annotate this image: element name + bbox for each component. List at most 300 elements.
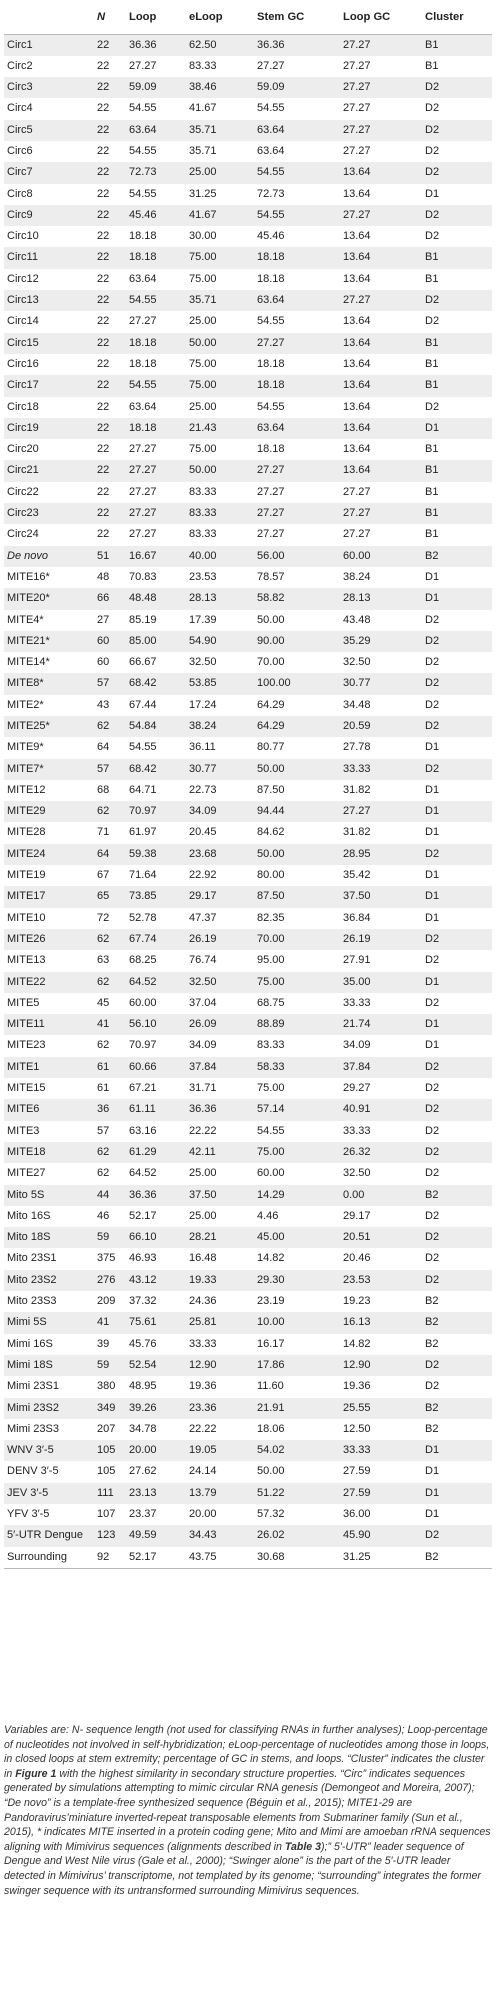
- table-cell: D2: [425, 1231, 440, 1244]
- table-cell: 18.06: [257, 1422, 285, 1435]
- table-cell: 13.64: [343, 251, 371, 264]
- table-cell: B1: [425, 336, 439, 349]
- table-cell: 34.09: [343, 1039, 371, 1052]
- table-row: [4, 460, 492, 481]
- row-label: Mito 23S1: [7, 1252, 57, 1265]
- table-cell: 22: [97, 421, 110, 434]
- table-cell: 62: [97, 1039, 110, 1052]
- table-cell: D2: [425, 1103, 440, 1116]
- table-row: [4, 759, 492, 780]
- table-cell: 50.00: [257, 762, 285, 775]
- table-cell: 59: [97, 1231, 110, 1244]
- table-cell: 27.59: [343, 1465, 371, 1478]
- table-cell: 52.78: [129, 911, 157, 924]
- table-cell: 27.27: [257, 485, 285, 498]
- row-label: Surrounding: [4, 1547, 94, 1569]
- table-row: [4, 929, 492, 950]
- table-row: [4, 247, 492, 268]
- table-row: [4, 1014, 492, 1035]
- table-cell: 36.84: [343, 911, 371, 924]
- table-row: [4, 1057, 492, 1078]
- table-cell: B1: [425, 357, 439, 370]
- table-cell: B1: [425, 464, 439, 477]
- table-cell: 11.60: [257, 1380, 284, 1393]
- table-cell: D2: [425, 1380, 440, 1393]
- table-cell: 92: [94, 1547, 126, 1569]
- table-cell: 23.13: [129, 1486, 157, 1499]
- row-label: MITE23: [7, 1039, 46, 1052]
- row-label: MITE10: [7, 911, 46, 924]
- table-cell: 27.59: [343, 1486, 371, 1499]
- row-label: Mimi 5S: [7, 1316, 47, 1329]
- row-label: MITE11: [7, 1018, 45, 1031]
- row-label: Circ22: [7, 485, 39, 498]
- table-cell: 54.55: [257, 400, 285, 413]
- table-cell: 22: [97, 230, 110, 243]
- table-cell: 36.00: [343, 1507, 371, 1520]
- row-label: Circ24: [7, 528, 39, 541]
- row-label: MITE14*: [7, 656, 50, 669]
- table-cell: 27.27: [129, 443, 157, 456]
- table-cell: 25.55: [343, 1401, 371, 1414]
- table-cell: D2: [425, 847, 440, 860]
- table-cell: 54.55: [129, 294, 157, 307]
- table-cell: 35.71: [189, 144, 217, 157]
- column-header: Loop: [126, 0, 186, 34]
- table-row: [4, 311, 492, 332]
- table-cell: 54.55: [129, 741, 157, 754]
- table-row: [4, 333, 492, 354]
- table-cell: 33.33: [189, 1337, 217, 1350]
- table-cell: 27.27: [129, 507, 157, 520]
- table-cell: D2: [425, 230, 440, 243]
- table-cell: 20.45: [189, 826, 217, 839]
- table-cell: 16.17: [257, 1337, 285, 1350]
- row-label: MITE3: [7, 1124, 40, 1137]
- table-cell: 75.61: [129, 1316, 157, 1329]
- table-cell: D2: [425, 81, 440, 94]
- table-cell: 22.22: [189, 1422, 217, 1435]
- table-cell: 63.64: [257, 144, 285, 157]
- table-header: [4, 0, 492, 34]
- table-cell: 72.73: [129, 166, 157, 179]
- table-cell: 22: [97, 208, 110, 221]
- table-cell: 62: [97, 932, 110, 945]
- footnote-segment: );” 5′-UTR” leader sequence of Dengue and West Nile virus (Gale et al., 2000); “Swinger alone” is the part of the 5′-UTR leader detected in Mimivirus’ transcriptome, not templated by its genome; “surrounding” integrates the former swinger sequence with its untransformed surrounding Mimivirus sequences.: [4, 1840, 481, 1897]
- table-cell: 54.55: [257, 102, 285, 115]
- table-row: [4, 141, 492, 162]
- table-cell: 57: [97, 762, 110, 775]
- table-cell: B1: [425, 38, 439, 51]
- table-cell: 71: [97, 826, 110, 839]
- table-cell: 38.24: [189, 720, 217, 732]
- table-cell: D1: [425, 1465, 440, 1478]
- table-cell: 22: [97, 528, 110, 541]
- table-row: [4, 673, 492, 694]
- table-cell: 27.78: [343, 741, 371, 754]
- table-cell: 0.00: [343, 1188, 365, 1201]
- table-row: [4, 397, 492, 418]
- table-cell: 17.39: [189, 613, 217, 626]
- column-header: eLoop: [186, 0, 254, 34]
- row-label: Mimi 23S3: [7, 1422, 59, 1435]
- table-cell: D1: [425, 1039, 440, 1052]
- table-cell: 26.09: [189, 1018, 217, 1031]
- table-cell: 64.29: [257, 698, 285, 711]
- table-cell: 16.13: [343, 1316, 371, 1329]
- table-row: [4, 98, 492, 119]
- table-cell: 13.64: [343, 421, 371, 434]
- table-cell: 36.36: [257, 38, 285, 51]
- table-cell: 64.29: [257, 720, 285, 732]
- table-cell: 60.00: [343, 549, 371, 562]
- row-label: De novo: [7, 549, 48, 562]
- table-cell: 57.14: [257, 1103, 285, 1116]
- table-cell: 85.19: [129, 613, 157, 626]
- table-cell: 19.23: [343, 1295, 371, 1308]
- table-cell: D2: [425, 400, 440, 413]
- table-cell: 70.00: [257, 656, 285, 669]
- table-cell: 87.50: [257, 890, 285, 903]
- table-cell: 72.73: [257, 187, 285, 200]
- table-cell: 32.50: [343, 656, 371, 669]
- table-cell: B1: [425, 379, 439, 392]
- table-cell: 18.18: [129, 251, 157, 264]
- table-cell: 32.50: [189, 975, 217, 988]
- table-cell: 83.33: [189, 485, 217, 498]
- table-cell: 13.64: [343, 272, 371, 285]
- table-cell: 61: [97, 1082, 110, 1095]
- table-cell: 64: [97, 741, 110, 754]
- table-cell: D2: [425, 656, 440, 669]
- table-row: [4, 1312, 492, 1333]
- table-cell: 66: [97, 592, 110, 605]
- table-cell: 22.22: [189, 1124, 217, 1137]
- table-cell: 34.78: [129, 1422, 157, 1435]
- table-row: [4, 1035, 492, 1056]
- row-label: Circ18: [7, 400, 39, 413]
- table-row: [4, 716, 492, 737]
- row-label: Circ3: [7, 81, 33, 94]
- table-cell: 27.27: [343, 81, 371, 94]
- table-cell: 85.00: [129, 634, 157, 647]
- table-cell: 27.27: [343, 294, 371, 307]
- table-row: [4, 1163, 492, 1184]
- table-cell: 62: [97, 1167, 110, 1180]
- table-cell: 18.18: [129, 230, 157, 243]
- table-cell: 22: [97, 315, 110, 328]
- table-cell: D1: [425, 826, 440, 839]
- table-cell: 54.55: [257, 1124, 285, 1137]
- table-cell: 27: [97, 613, 110, 626]
- row-label: Circ11: [7, 251, 38, 264]
- table-cell: 19.36: [189, 1380, 217, 1393]
- table-row: [4, 610, 492, 631]
- table-cell: 83.33: [189, 59, 217, 72]
- table-cell: 80.00: [257, 869, 285, 882]
- row-label: MITE18: [7, 1145, 46, 1158]
- table-cell: 45.90: [343, 1529, 371, 1542]
- data-table: [4, 0, 492, 1569]
- table-cell: B2: [425, 1401, 439, 1414]
- table-row: [4, 801, 492, 822]
- table-cell: 38.24: [343, 570, 371, 583]
- table-cell: D1: [425, 783, 440, 796]
- table-row: [4, 269, 492, 290]
- table-row: [4, 1440, 492, 1461]
- row-label: YFV 3′-5: [7, 1507, 50, 1520]
- table-cell: 62: [97, 975, 110, 988]
- table-cell: 22: [97, 507, 110, 520]
- header-row: [4, 0, 492, 34]
- table-cell: D2: [425, 613, 440, 626]
- table-row: [4, 226, 492, 247]
- table-cell: D2: [425, 123, 440, 136]
- table-cell: 44: [97, 1188, 110, 1201]
- table-cell: 40.00: [189, 549, 217, 562]
- table-cell: 59.09: [257, 81, 285, 94]
- table-cell: 60: [97, 634, 110, 647]
- table-cell: 23.19: [257, 1295, 285, 1308]
- table-row: [4, 822, 492, 843]
- table-cell: 70.97: [129, 1039, 157, 1052]
- row-label: Mito 16S: [7, 1209, 51, 1222]
- table-cell: 22: [97, 443, 110, 456]
- table-row: [4, 972, 492, 993]
- table-cell: 72: [97, 911, 110, 924]
- table-cell: 67.44: [129, 698, 157, 711]
- table-cell: 64: [97, 847, 110, 860]
- row-label: DENV 3′-5: [7, 1465, 59, 1478]
- table-cell: 60.66: [129, 1060, 157, 1073]
- table-cell: 41.67: [189, 208, 217, 221]
- table-cell: 70.00: [257, 932, 285, 945]
- table-cell: 54.55: [257, 166, 285, 179]
- table-cell: 37.84: [189, 1060, 217, 1073]
- table-cell: 37.84: [343, 1060, 371, 1073]
- table-cell: 22: [97, 81, 110, 94]
- table-cell: 54.55: [257, 208, 285, 221]
- table-cell: 33.33: [343, 1124, 371, 1137]
- table-cell: D1: [425, 741, 440, 754]
- table-cell: 21.43: [189, 421, 217, 434]
- row-label: Circ23: [7, 507, 39, 520]
- table-row: [4, 375, 492, 396]
- table-cell: 54.55: [129, 379, 157, 392]
- table-cell: 207: [97, 1422, 116, 1435]
- table-cell: B1: [425, 443, 439, 456]
- table-cell: 22.73: [189, 783, 217, 796]
- table-row: [4, 1121, 492, 1142]
- row-label: Circ13: [7, 294, 39, 307]
- table-cell: 32.50: [189, 656, 217, 669]
- table-row: [4, 1355, 492, 1376]
- table-cell: D1: [425, 570, 440, 583]
- table-cell: 27.27: [343, 485, 371, 498]
- table-cell: 94.44: [257, 805, 285, 818]
- table-row: [4, 120, 492, 141]
- table-cell: 39: [97, 1337, 110, 1350]
- table-cell: 28.13: [343, 592, 371, 605]
- row-label: Circ15: [7, 336, 39, 349]
- table-cell: 29.17: [189, 890, 217, 903]
- table-cell: 50.00: [257, 847, 285, 860]
- table-cell: 27.27: [343, 528, 371, 541]
- row-label: Circ10: [7, 230, 39, 243]
- table-cell: 27.27: [129, 464, 157, 477]
- footnote-segment: with the highest similarity in secondary structure properties. “Circ” indicates sequences generated by simulations attempting to mimic circular RNA genesis (Demongeot and Moreira, 2007); “De novo” is a template-free synthesized sequence (Béguin et al., 2015); MITE1-29 are Pandoravirus’miniature inverted-repeat transposable elements from Submariner family (Sun et al., 2015), * indicates MITE inserted in a protein coding gene; Mito and Mimi are amoeban rRNA sequences aligning with Mimivirus sequences (alignments described in: [4, 1767, 491, 1853]
- table-cell: 23.68: [189, 847, 217, 860]
- row-label: MITE4*: [7, 613, 44, 626]
- table-cell: 78.57: [257, 570, 285, 583]
- table-cell: 63.64: [129, 272, 157, 285]
- row-label: MITE24: [7, 847, 46, 860]
- table-cell: 27.27: [129, 528, 157, 541]
- table-cell: D1: [425, 1486, 440, 1499]
- table-cell: B2: [425, 1337, 439, 1350]
- table-cell: 46.93: [129, 1252, 157, 1265]
- table-cell: 71.64: [129, 869, 157, 882]
- table-cell: 28.95: [343, 847, 371, 860]
- row-label: Mito 23S2: [7, 1273, 57, 1286]
- table-cell: 17.24: [189, 698, 217, 711]
- table-cell: B2: [425, 1295, 439, 1308]
- table-cell: 75.00: [257, 1145, 285, 1158]
- table-cell: 45: [97, 996, 110, 1009]
- table-cell: 22: [97, 464, 110, 477]
- table-cell: 22: [97, 123, 110, 136]
- table-cell: 13.64: [343, 166, 371, 179]
- row-label: MITE26: [7, 932, 46, 945]
- column-header: Loop GC: [340, 0, 422, 34]
- table-cell: D1: [425, 1507, 440, 1520]
- table-cell: 22: [97, 294, 110, 307]
- table-footnote: [4, 1723, 492, 1898]
- table-cell: 75.00: [189, 379, 217, 392]
- table-cell: 22: [97, 187, 110, 200]
- footnote-segment: Variables are: N- sequence length (not used for classifying RNAs in further analyses); Loop-percentage of nucleotides not involved in self-hybridization; eLoop-percentage of nucleotides among those in loops, in closed loops at stem extremity; percentage of GC in stems, and loops. “Cluster” indicates the cluster in: [4, 1724, 490, 1780]
- table-cell: 76.74: [189, 954, 217, 967]
- row-label: Circ4: [7, 102, 33, 115]
- table-cell: 84.62: [257, 826, 285, 839]
- table-cell: D2: [425, 1060, 440, 1073]
- table-cell: 30.77: [189, 762, 217, 775]
- row-label: MITE19: [7, 869, 46, 882]
- table-cell: 22: [97, 166, 110, 179]
- table-row: [4, 1461, 492, 1482]
- table-cell: 16.48: [189, 1252, 217, 1265]
- row-label: MITE13: [7, 954, 46, 967]
- table-cell: B1: [425, 59, 439, 72]
- table-cell: 59: [97, 1358, 110, 1371]
- table-cell: 33.33: [343, 996, 371, 1009]
- table-cell: 18.18: [129, 421, 157, 434]
- table-cell: 62: [97, 720, 110, 732]
- table-cell: 52.54: [129, 1358, 157, 1371]
- table-cell: 65: [97, 890, 110, 903]
- table-cell: 26.02: [257, 1529, 285, 1542]
- table-cell: 27.27: [343, 102, 371, 115]
- table-cell: D2: [425, 954, 440, 967]
- table-cell: 36.11: [189, 741, 216, 754]
- table-cell: D2: [425, 1209, 440, 1222]
- row-label: Mito 5S: [7, 1188, 45, 1201]
- table-row: [4, 1291, 492, 1312]
- table-cell: 30.77: [343, 677, 371, 690]
- table-cell: 54.02: [257, 1444, 285, 1457]
- table-cell: D2: [425, 166, 440, 179]
- table-cell: 18.18: [257, 251, 285, 264]
- table-cell: 54.55: [129, 102, 157, 115]
- row-label: MITE1: [7, 1060, 40, 1073]
- row-label: Circ2: [7, 59, 33, 72]
- table-row: [4, 1419, 492, 1440]
- table-cell: D1: [425, 592, 440, 605]
- table-cell: 31.82: [343, 783, 371, 796]
- table-cell: 27.62: [129, 1465, 157, 1478]
- table-cell: 37.04: [189, 996, 217, 1009]
- table-cell: 75.00: [257, 975, 285, 988]
- table-cell: 30.68: [254, 1547, 340, 1569]
- table-cell: 31.25: [340, 1547, 422, 1569]
- table-row: [4, 1227, 492, 1248]
- table-cell: 27.27: [129, 485, 157, 498]
- table-cell: 43: [97, 698, 110, 711]
- row-label: MITE21*: [7, 634, 50, 647]
- table-cell: 35.00: [343, 975, 371, 988]
- table-cell: 35.71: [189, 294, 217, 307]
- row-label: MITE20*: [7, 592, 50, 605]
- table-row: [4, 354, 492, 375]
- table-cell: 45.46: [257, 230, 285, 243]
- table-cell: D2: [425, 932, 440, 945]
- table-row: [4, 1206, 492, 1227]
- table-cell: B1: [425, 251, 439, 264]
- table-cell: 34.48: [343, 698, 371, 711]
- table-cell: 59.09: [129, 81, 157, 94]
- table-cell: D2: [425, 996, 440, 1009]
- row-label: Mito 23S3: [7, 1295, 57, 1308]
- table-cell: 18.18: [257, 357, 285, 370]
- table-cell: 13.64: [343, 443, 371, 456]
- table-cell: 27.91: [343, 954, 371, 967]
- table-cell: 54.90: [189, 634, 217, 647]
- table-cell: 83.33: [257, 1039, 285, 1052]
- table-cell: D2: [425, 1273, 440, 1286]
- table-cell: D2: [425, 1358, 440, 1371]
- table-cell: 27.27: [343, 805, 371, 818]
- table-cell: D2: [425, 1529, 440, 1542]
- table-cell: 14.82: [343, 1337, 371, 1350]
- table-cell: 45.76: [129, 1337, 157, 1350]
- table-cell: 60.00: [129, 996, 157, 1009]
- table-cell: 26.19: [343, 932, 371, 945]
- table-cell: 19.05: [189, 1444, 217, 1457]
- table-cell: 22: [97, 38, 110, 51]
- row-label: MITE28: [7, 826, 46, 839]
- table-cell: 57.32: [257, 1507, 285, 1520]
- table-row: [4, 1504, 492, 1525]
- table-cell: 29.30: [257, 1273, 285, 1286]
- table-row: [4, 1270, 492, 1291]
- table-cell: 56.00: [257, 549, 285, 562]
- table-cell: 36.36: [189, 1103, 217, 1116]
- table-cell: 32.50: [343, 1167, 371, 1180]
- table-cell: 75.00: [189, 251, 217, 264]
- table-cell: 63.16: [129, 1124, 157, 1137]
- table-cell: 61: [97, 1060, 110, 1073]
- table-cell: 64.52: [129, 975, 157, 988]
